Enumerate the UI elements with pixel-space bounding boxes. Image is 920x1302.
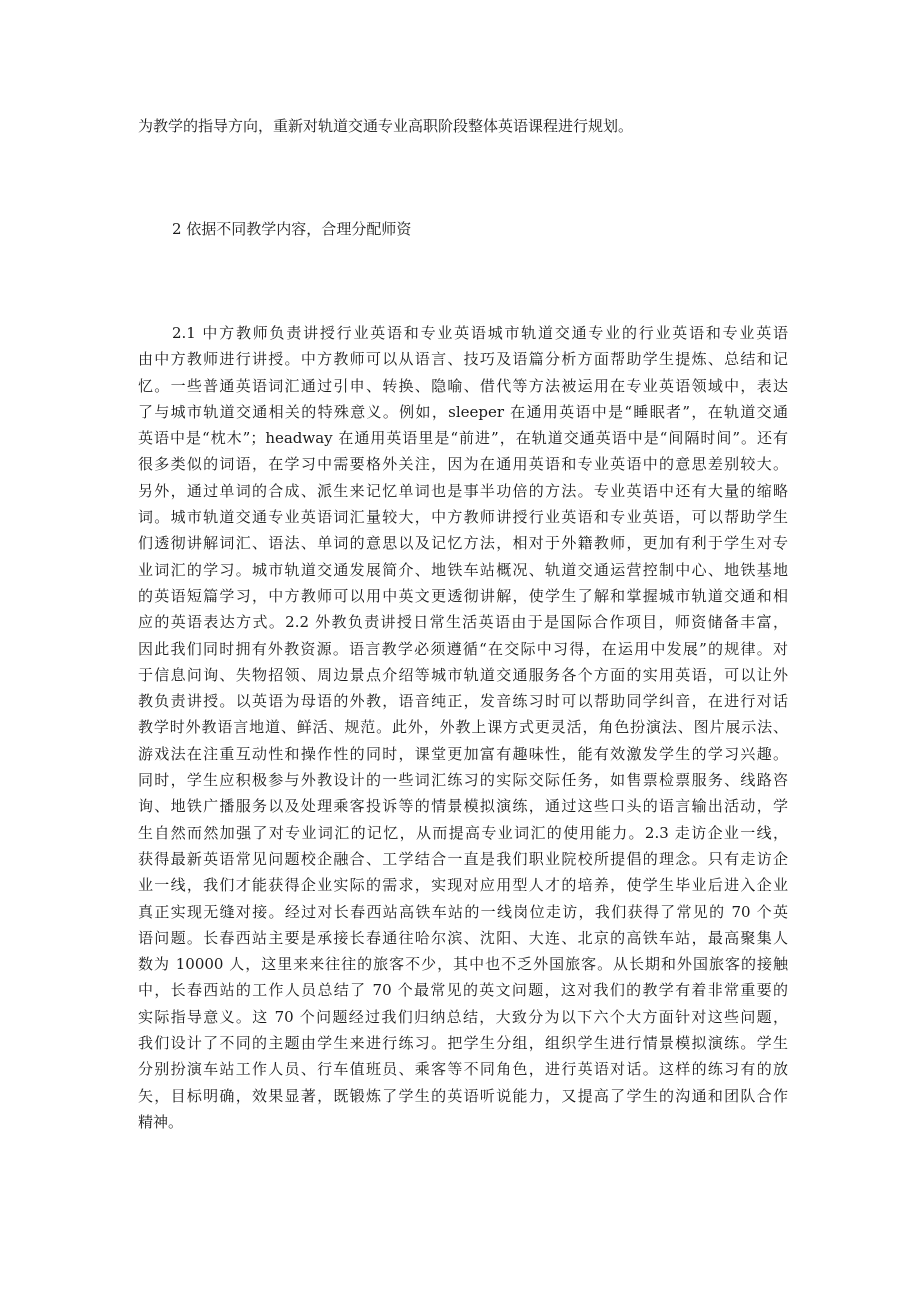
body-line: 词。城市轨道交通专业英语词汇量较大，中方教师讲授行业英语和专业英语，可以帮助学生 [138,508,788,527]
body-line: 于信息问询、失物招领、周边景点介绍等城市轨道交通服务各个方面的实用英语，可以让外 [138,665,788,684]
body-line: 英语中是“枕木”；headway 在通用英语里是“前进”，在轨道交通英语中是“间隔时间”。还有 [138,429,788,448]
body-line: 了与城市轨道交通相关的特殊意义。例如，sleeper 在通用英语中是“睡眠者”，在轨道交通 [138,402,788,421]
body-line: 游戏法在注重互动性和操作性的同时，课堂更加富有趣味性，能有效激发学生的学习兴趣。 [138,744,788,763]
intro-paragraph: 为教学的指导方向，重新对轨道交通专业高职阶段整体英语课程进行规划。 [138,117,634,135]
body-line: 分别扮演车站工作人员、行车值班员、乘客等不同角色，进行英语对话。这样的练习有的放 [138,1060,788,1079]
body-line: 中，长春西站的工作人员总结了 70 个最常见的英文问题，这对我们的教学有着非常重要的 [138,981,788,1000]
body-line: 同时，学生应积极参与外教设计的一些词汇练习的实际交际任务，如售票检票服务、线路咨 [138,771,788,790]
body-line: 我们设计了不同的主题由学生来进行练习。把学生分组，组织学生进行情景模拟演练。学生 [138,1034,788,1053]
body-line: 询、地铁广播服务以及处理乘客投诉等的情景模拟演练，通过这些口头的语言输出活动，学 [138,797,788,816]
body-line: 数为 10000 人，这里来来往往的旅客不少，其中也不乏外国旅客。从长期和外国旅客的接触 [138,955,788,974]
body-line: 的英语短篇学习，中方教师可以用中英文更透彻讲解，使学生了解和掌握城市轨道交通和相 [138,586,788,605]
body-line: 由中方教师进行讲授。中方教师可以从语言、技巧及语篇分析方面帮助学生提炼、总结和记 [138,350,788,369]
body-line: 真正实现无缝对接。经过对长春西站高铁车站的一线岗位走访，我们获得了常见的 70 个英 [138,902,788,921]
body-line: 业一线，我们才能获得企业实际的需求，实现对应用型人才的培养，使学生毕业后进入企业 [138,876,788,895]
body-line: 获得最新英语常见问题校企融合、工学结合一直是我们职业院校所提倡的理念。只有走访企 [138,849,788,868]
body-line: 忆。一些普通英语词汇通过引申、转换、隐喻、借代等方法被运用在专业英语领域中，表达 [138,376,788,395]
body-line: 教负责讲授。以英语为母语的外教，语音纯正，发音练习时可以帮助同学纠音，在进行对话 [138,692,788,711]
body-line: 们透彻讲解词汇、语法、单词的意思以及记忆方法，相对于外籍教师，更加有利于学生对专 [138,534,788,553]
body-line: 因此我们同时拥有外教资源。语言教学必须遵循“在交际中习得，在运用中发展”的规律。对 [138,639,788,658]
body-line: 另外，通过单词的合成、派生来记忆单词也是事半功倍的方法。专业英语中还有大量的缩略 [138,481,788,500]
body-paragraph [138,320,788,1135]
body-line: 教学时外教语言地道、鲜活、规范。此外，外教上课方式更灵活，角色扮演法、图片展示法、 [138,718,788,737]
section-heading: 2 依据不同教学内容，合理分配师资 [172,220,412,238]
body-line: 应的英语表达方式。2.2 外教负责讲授日常生活英语由于是国际合作项目，师资储备丰富， [138,613,788,632]
body-line: 很多类似的词语，在学习中需要格外关注，因为在通用英语和专业英语中的意思差别较大。 [138,455,788,474]
body-line: 2.1 中方教师负责讲授行业英语和专业英语城市轨道交通专业的行业英语和专业英语 [172,324,788,342]
body-line: 实际指导意义。这 70 个问题经过我们归纳总结，大致分为以下六个大方面针对这些问题， [138,1007,788,1026]
body-line: 语问题。长春西站主要是承接长春通往哈尔滨、沈阳、大连、北京的高铁车站，最高聚集人 [138,928,788,947]
body-line: 生自然而然加强了对专业词汇的记忆，从而提高专业词汇的使用能力。2.3 走访企业一线， [138,823,788,842]
body-line: 矢，目标明确，效果显著，既锻炼了学生的英语听说能力，又提高了学生的沟通和团队合作 [138,1086,788,1105]
body-line: 业词汇的学习。城市轨道交通发展简介、地铁车站概况、轨道交通运营控制中心、地铁基地 [138,560,788,579]
body-line: 精神。 [138,1112,184,1131]
